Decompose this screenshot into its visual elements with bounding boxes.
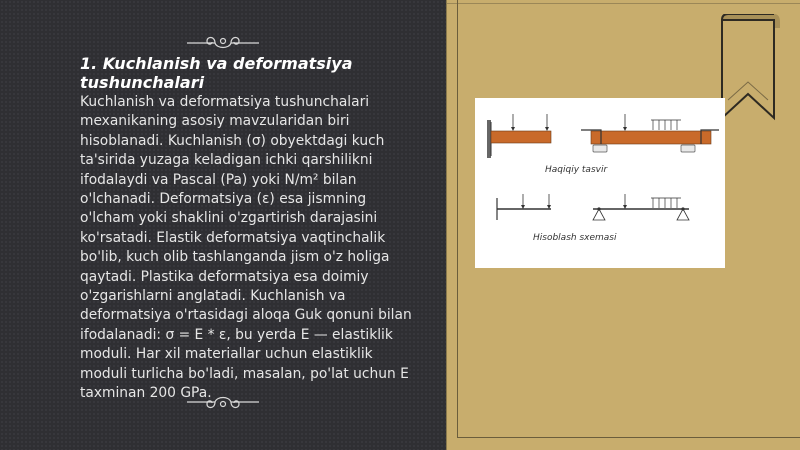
caption-scheme: Hisoblash sxemasi — [533, 233, 617, 243]
cantilever-scheme — [497, 194, 551, 220]
supported-beam-scheme — [593, 194, 689, 220]
cantilever-real — [487, 114, 551, 158]
flourish-ornament-top — [185, 33, 261, 53]
caption-real: Haqiqiy tasvir — [545, 165, 608, 175]
slide-body-text: Kuchlanish va deformatsiya tushunchalari mexanikaning asosiy mavzularidan biri hisoblanadi. Kuchlanish (σ) obyektdagi kuch ta'sirida yuzaga keladigan ichki qarshilikni ifodalaydi va Pascal (Pa) yoki N/m² bilan o'lchanadi. Deformatsiya (ε) esa jismning o'lcham yoki shaklini o'zgartirish darajasini ko'rsatadi. Elastik deformatsiya vaqtinchalik bo'lib, kuch olib tashlanganda jism o'z holiga qaytadi. Plastika deformatsiya esa doimiy o'zgarishlarni anglatadi. Kuchlanish va deformatsiya o'rtasidagi aloqa Guk qonuni bilan ifodalanadi: σ = E * ε, bu yerda E — elastiklik moduli. Har xil materiallar uchun elastiklik moduli turlicha bo'ladi, masalan, po'lat uchun E taxminan 200 GPa. — [80, 94, 412, 402]
flourish-ornament-bottom — [185, 392, 261, 412]
slide-title: 1. Kuchlanish va deformatsiya tushunchalari — [80, 54, 353, 92]
supported-beam-real — [581, 114, 719, 152]
bookmark-ribbon-icon — [716, 14, 780, 122]
beam-diagram-card — [475, 98, 725, 268]
beam-diagram — [475, 98, 725, 268]
